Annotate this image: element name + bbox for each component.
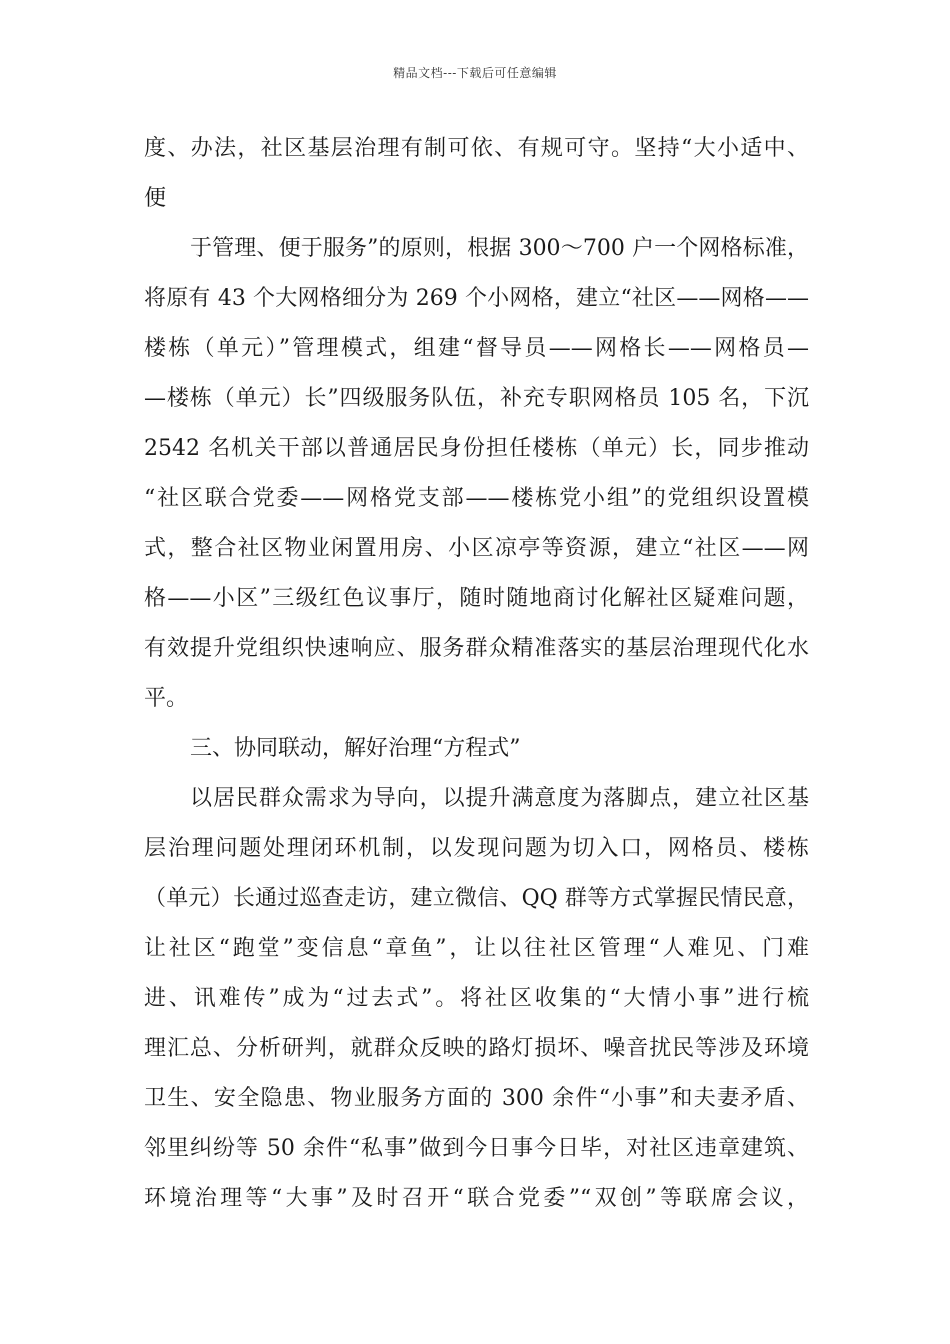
text-line: 卫生、安全隐患、物业服务方面的 300 余件“小事”和夫妻矛盾、 [144,1086,809,1111]
text-line: 邻里纠纷等 50 余件“私事”做到今日事今日毕，对社区违章建筑、 [144,1136,809,1161]
text-line: 层治理问题处理闭环机制，以发现问题为切入口，网格员、楼栋 [144,836,809,861]
text-line: 理汇总、分析研判，就群众反映的路灯损坏、噪音扰民等涉及环境 [144,1036,809,1061]
text-line: “社区联合党委——网格党支部——楼栋党小组”的党组织设置模 [144,486,809,511]
text-line: 度、办法，社区基层治理有制可依、有规可守。坚持“大小适中、 [144,136,809,161]
page-header: 精品文档---下载后可任意编辑 [393,66,557,80]
text-line: 将原有 43 个大网格细分为 269 个小网格，建立“社区——网格—— [144,286,809,311]
text-line: 便 [144,186,167,211]
document-body [144,124,809,1224]
text-line: （单元）长通过巡查走访，建立微信、QQ 群等方式掌握民情民意， [144,886,809,911]
text-line: 进、讯难传”成为“过去式”。将社区收集的“大情小事”进行梳 [144,986,809,1011]
section-heading: 三、协同联动，解好治理“方程式” [190,736,521,761]
text-line: 有效提升党组织快速响应、服务群众精准落实的基层治理现代化水 [144,636,809,661]
text-line: 楼栋（单元）”管理模式，组建“督导员——网格长——网格员— [144,336,809,361]
text-line: —楼栋（单元）长”四级服务队伍，补充专职网格员 105 名，下沉 [144,386,809,411]
text-line: 让社区“跑堂”变信息“章鱼”，让以往社区管理“人难见、门难 [144,936,809,961]
text-line: 式，整合社区物业闲置用房、小区凉亭等资源，建立“社区——网 [144,536,809,561]
text-line: 平。 [144,686,189,711]
text-line: 于管理、便于服务”的原则，根据 300～700 户一个网格标准， [190,236,809,261]
text-line: 环境治理等“大事”及时召开“联合党委”“双创”等联席会议， [144,1186,809,1211]
text-line: 格——小区”三级红色议事厅，随时随地商讨化解社区疑难问题， [144,586,809,611]
text-line: 以居民群众需求为导向，以提升满意度为落脚点，建立社区基 [190,786,809,811]
text-line: 2542 名机关干部以普通居民身份担任楼栋（单元）长，同步推动 [144,436,809,461]
